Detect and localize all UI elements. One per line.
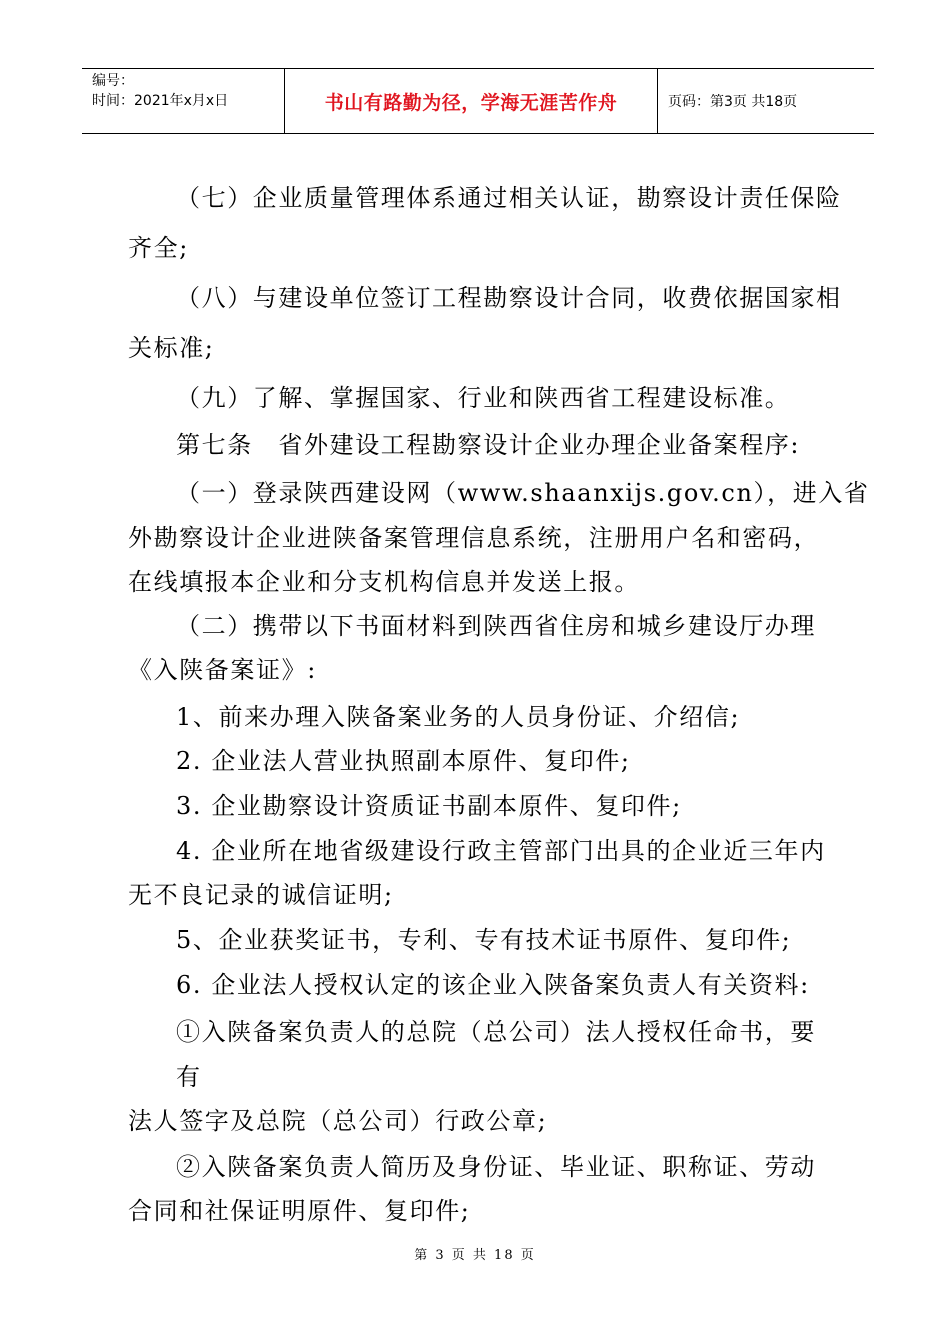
body-line: 无不良记录的诚信证明;	[128, 881, 394, 909]
body-line: 法人签字及总院（总公司）行政公章;	[128, 1107, 548, 1135]
page-footer: 第 3 页 共 18 页	[414, 1248, 536, 1263]
time-label: 时间：2021年x月x日	[92, 93, 229, 109]
header-meta-cell	[82, 69, 285, 133]
list-item: 2. 企业法人营业执照副本原件、复印件;	[176, 747, 631, 775]
body-line: 齐全;	[128, 234, 189, 262]
list-item: ②入陕备案负责人简历及身份证、毕业证、职称证、劳动	[176, 1153, 816, 1181]
list-item: 6. 企业法人授权认定的该企业入陕备案负责人有关资料:	[176, 971, 810, 999]
header-page-info: 页码：第3页 共18页	[668, 94, 798, 110]
body-line: 有	[176, 1063, 202, 1091]
body-line: （二）携带以下书面材料到陕西省住房和城乡建设厅办理	[176, 612, 816, 640]
body-line: 合同和社保证明原件、复印件;	[128, 1197, 471, 1225]
body-line: （一）登录陕西建设网（www.shaanxijs.gov.cn），进入省	[176, 479, 870, 507]
body-line: 《入陕备案证》:	[128, 656, 317, 684]
serial-number-label: 编号：	[92, 73, 134, 89]
list-item: 4. 企业所在地省级建设行政主管部门出具的企业近三年内	[176, 837, 826, 865]
body-line: 关标准;	[128, 334, 215, 362]
list-item: ①入陕备案负责人的总院（总公司）法人授权任命书，要	[176, 1018, 816, 1046]
list-item: 3. 企业勘察设计资质证书副本原件、复印件;	[176, 792, 682, 820]
article-heading: 第七条 省外建设工程勘察设计企业办理企业备案程序:	[176, 431, 801, 459]
body-line: （八）与建设单位签订工程勘察设计合同，收费依据国家相	[176, 284, 842, 312]
list-item: 5、企业获奖证书，专利、专有技术证书原件、复印件;	[176, 926, 792, 954]
list-item: 1、前来办理入陕备案业务的人员身份证、介绍信;	[176, 703, 741, 731]
page-header	[82, 68, 874, 134]
body-line: 外勘察设计企业进陕备案管理信息系统，注册用户名和密码，	[128, 524, 820, 552]
body-line: 在线填报本企业和分支机构信息并发送上报。	[128, 568, 640, 596]
body-line: （九）了解、掌握国家、行业和陕西省工程建设标准。	[176, 384, 791, 412]
header-motto: 书山有路勤为径，学海无涯苦作舟	[285, 69, 658, 133]
body-line: （七）企业质量管理体系通过相关认证，勘察设计责任保险	[176, 184, 842, 212]
